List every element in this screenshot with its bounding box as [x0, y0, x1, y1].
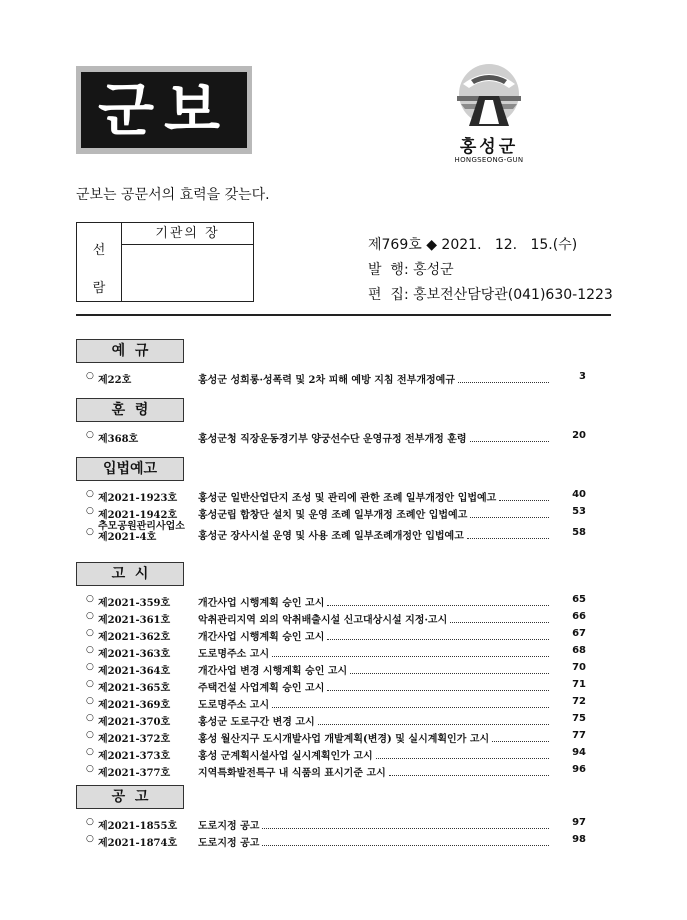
entry-bullet: ○	[86, 645, 94, 655]
county-emblem-icon	[449, 62, 529, 132]
entry-title-line	[198, 696, 552, 711]
entry-page-number: 3	[579, 371, 586, 382]
dot-leader	[492, 730, 549, 742]
entry-number-line2: 제2021-4호	[98, 532, 157, 543]
toc-entry[interactable]	[86, 679, 586, 693]
toc-entry[interactable]	[86, 730, 586, 744]
entry-title: 홍성군 장사시설 운영 및 사용 조례 일부조례개정안 입법예고	[198, 531, 464, 542]
toc-entry[interactable]	[86, 430, 586, 444]
masthead-title: 군보	[81, 72, 247, 148]
dot-leader	[272, 645, 549, 657]
toc-entry[interactable]	[86, 594, 586, 608]
entry-title: 도로명주소 고시	[198, 700, 270, 711]
toc-entry[interactable]	[86, 747, 586, 761]
entry-title: 악취관리지역 외의 악취배출시설 신고대상시설 지정·고시	[198, 615, 448, 626]
entry-number: 제2021-377호	[98, 768, 171, 779]
entry-title: 홍성군 도로구간 변경 고시	[198, 717, 315, 728]
entry-bullet: ○	[86, 594, 94, 604]
entry-bullet: ○	[86, 527, 94, 537]
entry-title: 도로지정 공고	[198, 838, 260, 849]
entry-page-number: 97	[572, 817, 586, 828]
entry-page-number: 77	[572, 730, 586, 741]
entry-bullet: ○	[86, 489, 94, 499]
selection-label-bottom: 람	[92, 281, 106, 296]
toc-entry[interactable]	[86, 521, 586, 543]
section-header: 입법예고	[76, 457, 184, 481]
entry-number: 제2021-362호	[98, 632, 171, 643]
dot-leader	[458, 371, 549, 383]
entry-title: 개간사업 시행계획 승인 고시	[198, 598, 325, 609]
entry-title: 홍성군 성희롱·성폭력 및 2차 피해 예방 지침 전부개정예규	[198, 375, 455, 386]
entry-bullet: ○	[86, 611, 94, 621]
logo-english-name: HONGSEONG-GUN	[454, 156, 524, 164]
entry-number: 제22호	[98, 375, 132, 386]
entry-page-number: 40	[572, 489, 586, 500]
toc-entry[interactable]	[86, 645, 586, 659]
dot-leader	[327, 594, 549, 606]
selection-box	[76, 222, 254, 302]
dot-leader	[262, 834, 549, 846]
dot-leader	[318, 713, 549, 725]
dot-leader	[499, 489, 549, 501]
entry-page-number: 65	[572, 594, 586, 605]
county-logo	[444, 62, 534, 172]
entry-number	[98, 521, 185, 543]
selection-header: 기관의 장	[122, 223, 253, 245]
entry-bullet: ○	[86, 628, 94, 638]
dot-leader	[272, 696, 549, 708]
entry-number: 제2021-359호	[98, 598, 171, 609]
entry-title: 홍성군립 합창단 설치 및 운영 조례 일부개정 조례안 입법예고	[198, 510, 468, 521]
dot-leader	[470, 430, 549, 442]
entry-title-line	[198, 713, 552, 728]
entry-title-line	[198, 594, 552, 609]
masthead-frame	[76, 66, 252, 154]
entry-title-line	[198, 679, 552, 694]
dot-leader	[389, 764, 549, 776]
dot-leader	[376, 747, 549, 759]
toc-entry[interactable]	[86, 817, 586, 831]
entry-title-line	[198, 611, 552, 626]
entry-bullet: ○	[86, 679, 94, 689]
entry-number: 제2021-365호	[98, 683, 171, 694]
entry-page-number: 58	[572, 527, 586, 538]
toc-entry[interactable]	[86, 628, 586, 642]
entry-title: 홍성 군계획시설사업 실시계획인가 고시	[198, 751, 373, 762]
entry-number: 제2021-1855호	[98, 821, 178, 832]
header-divider	[76, 314, 611, 316]
entry-title: 지역특화발전특구 내 식품의 표시기준 고시	[198, 768, 386, 779]
issue-publisher: 발 행: 홍성군	[368, 262, 454, 278]
entry-number: 제368호	[98, 434, 139, 445]
entry-title: 도로명주소 고시	[198, 649, 270, 660]
entry-title-line	[198, 430, 552, 445]
entry-title-line	[198, 730, 552, 745]
entry-bullet: ○	[86, 730, 94, 740]
entry-number: 제2021-361호	[98, 615, 171, 626]
entry-page-number: 67	[572, 628, 586, 639]
entry-bullet: ○	[86, 747, 94, 757]
entry-title-line	[198, 747, 552, 762]
tagline: 군보는 공문서의 효력을 갖는다.	[76, 187, 270, 203]
toc-entry[interactable]	[86, 713, 586, 727]
entry-title-line	[198, 834, 552, 849]
entry-page-number: 20	[572, 430, 586, 441]
entry-bullet: ○	[86, 713, 94, 723]
entry-bullet: ○	[86, 506, 94, 516]
entry-title-line	[198, 506, 552, 521]
section-header: 예 규	[76, 339, 184, 363]
entry-title-line	[198, 489, 552, 504]
entry-page-number: 71	[572, 679, 586, 690]
entry-title-line	[198, 527, 552, 542]
section-header: 훈 령	[76, 398, 184, 422]
entry-title: 주택건설 사업계획 승인 고시	[198, 683, 325, 694]
issue-number-date: 제769호 ◆ 2021. 12. 15.(수)	[368, 237, 578, 253]
entry-title-line	[198, 764, 552, 779]
entry-title-line	[198, 628, 552, 643]
entry-title: 홍성 월산지구 도시개발사업 개발계획(변경) 및 실시계획인가 고시	[198, 734, 490, 745]
entry-title: 도로지정 공고	[198, 821, 260, 832]
entry-title: 개간사업 시행계획 승인 고시	[198, 632, 325, 643]
dot-leader	[470, 506, 549, 518]
entry-number: 제2021-373호	[98, 751, 171, 762]
dot-leader	[262, 817, 549, 829]
entry-title-line	[198, 662, 552, 677]
entry-number: 제2021-1874호	[98, 838, 178, 849]
selection-label-column	[77, 223, 122, 301]
entry-page-number: 68	[572, 645, 586, 656]
toc-entry[interactable]	[86, 611, 586, 625]
toc-entry[interactable]	[86, 696, 586, 710]
entry-number: 제2021-364호	[98, 666, 171, 677]
dot-leader	[467, 527, 549, 539]
entry-number: 제2021-363호	[98, 649, 171, 660]
toc-entry[interactable]	[86, 764, 586, 778]
toc-entry[interactable]	[86, 489, 586, 503]
entry-page-number: 75	[572, 713, 586, 724]
entry-title-line	[198, 645, 552, 660]
entry-title: 홍성군 일반산업단지 조성 및 관리에 관한 조례 일부개정안 입법예고	[198, 493, 497, 504]
dot-leader	[327, 679, 549, 691]
logo-korean-name: 홍성군	[459, 137, 519, 157]
entry-bullet: ○	[86, 834, 94, 844]
entry-title-line	[198, 817, 552, 832]
entry-bullet: ○	[86, 662, 94, 672]
toc-entry[interactable]	[86, 371, 586, 385]
issue-editor: 편 집: 홍보전산담당관(041)630-1223	[368, 287, 613, 303]
entry-page-number: 53	[572, 506, 586, 517]
entry-number: 제2021-1923호	[98, 493, 178, 504]
entry-title: 개간사업 변경 시행계획 승인 고시	[198, 666, 348, 677]
dot-leader	[450, 611, 549, 623]
entry-number: 제2021-370호	[98, 717, 171, 728]
entry-number-line1: 추모공원관리사업소	[98, 521, 185, 532]
section-header: 공 고	[76, 785, 184, 809]
entry-bullet: ○	[86, 430, 94, 440]
toc-entry[interactable]	[86, 662, 586, 676]
toc-entry[interactable]	[86, 506, 586, 520]
selection-label-top: 선	[92, 243, 106, 258]
section-header: 고 시	[76, 562, 184, 586]
dot-leader	[350, 662, 549, 674]
entry-title: 홍성군청 직장운동경기부 양궁선수단 운영규정 전부개정 훈령	[198, 434, 467, 445]
entry-page-number: 66	[572, 611, 586, 622]
entry-page-number: 70	[572, 662, 586, 673]
dot-leader	[327, 628, 549, 640]
toc-entry[interactable]	[86, 834, 586, 848]
entry-page-number: 72	[572, 696, 586, 707]
entry-bullet: ○	[86, 371, 94, 381]
entry-title-line	[198, 371, 552, 386]
entry-bullet: ○	[86, 817, 94, 827]
entry-bullet: ○	[86, 696, 94, 706]
entry-page-number: 96	[572, 764, 586, 775]
entry-page-number: 98	[572, 834, 586, 845]
entry-page-number: 94	[572, 747, 586, 758]
entry-number: 제2021-1942호	[98, 510, 178, 521]
entry-number: 제2021-369호	[98, 700, 171, 711]
entry-number: 제2021-372호	[98, 734, 171, 745]
entry-bullet: ○	[86, 764, 94, 774]
